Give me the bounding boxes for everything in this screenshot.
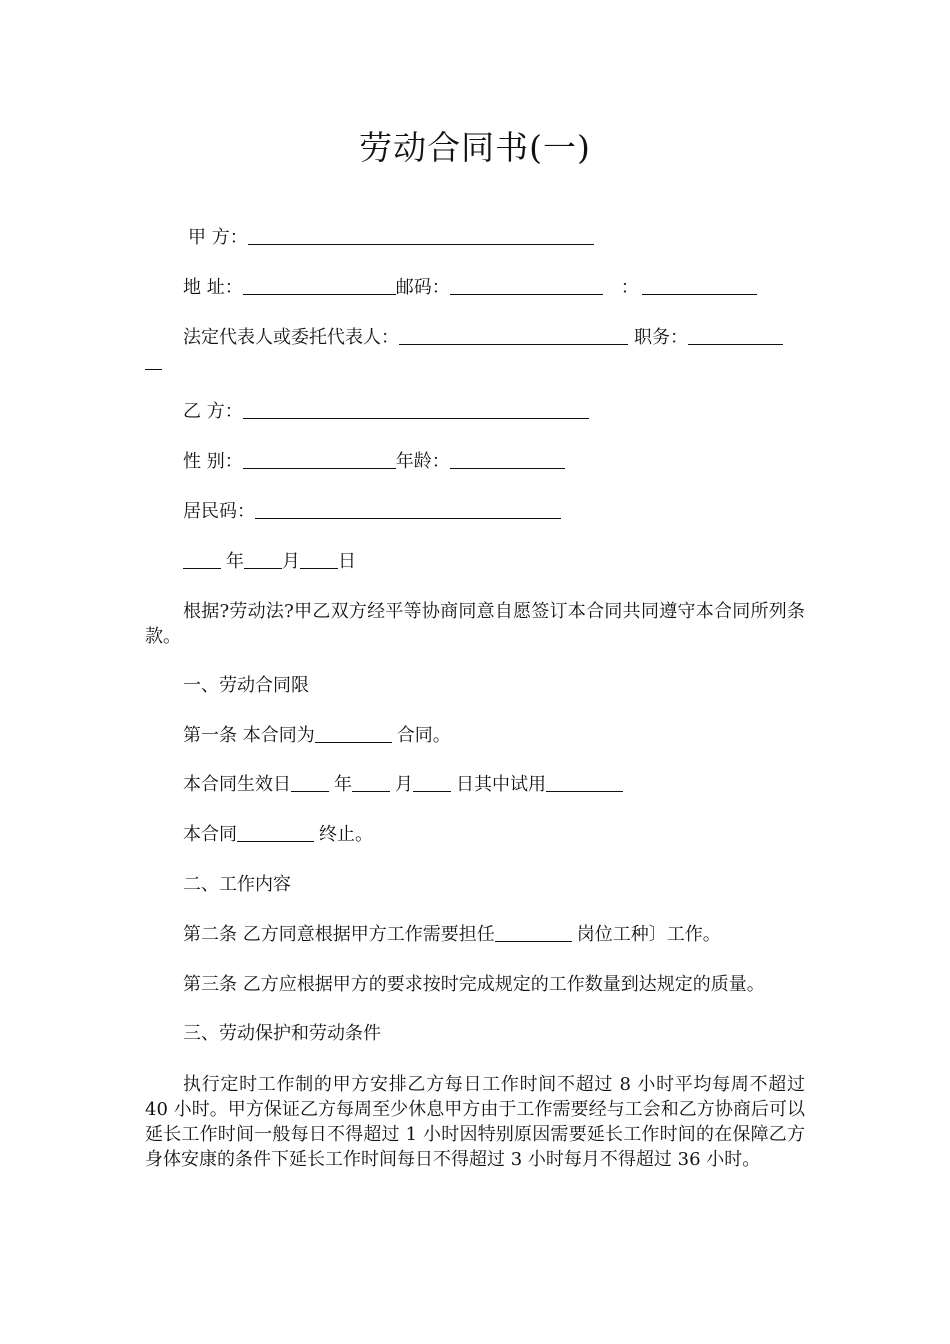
id-blank [255, 500, 561, 519]
phone-label: ： [620, 277, 639, 298]
effective-day-label: 日其中试用 [456, 774, 546, 795]
year-blank [183, 550, 221, 569]
work-hours-paragraph: 执行定时工作制的甲方安排乙方每日工作时间不超过 8 小时平均每周不超过 40 小时。甲方保证乙方每周至少休息甲方由于工作需要经与工会和乙方协商后可以延长工作时间一般每日不得超过 1 小时因特别原因需要延长工作时间的在保障乙方身体安康的条件下延长工作时间每日不得超过 3 小时每月不得超过 36 小时。 [145, 1074, 805, 1170]
party-b-label: 乙 方： [183, 401, 243, 422]
effective-year-label: 年 [334, 774, 352, 795]
legal-rep-label: 法定代表人或委托代表人： [183, 327, 399, 348]
term-label: 本合同 [183, 824, 237, 845]
position-label: 职务： [634, 327, 688, 348]
date-line [183, 550, 356, 574]
address-line [183, 276, 757, 300]
year-label: 年 [226, 551, 244, 572]
article-3-line: 第三条 乙方应根据甲方的要求按时完成规定的工作数量到达规定的质量。 [183, 974, 765, 995]
position-blank [688, 326, 783, 345]
article-2-suffix: 岗位工种〕工作。 [576, 924, 721, 945]
effective-year-blank [291, 773, 329, 792]
effective-date-line [183, 773, 623, 797]
legal-rep-line [183, 326, 783, 350]
effective-month-label: 月 [395, 774, 413, 795]
effective-month-blank [352, 773, 390, 792]
article-2-text: 第二条 乙方同意根据甲方工作需要担任 [183, 924, 495, 945]
term-blank [237, 823, 314, 842]
postcode-blank [450, 276, 603, 295]
day-label: 日 [338, 551, 356, 572]
day-blank [300, 550, 338, 569]
effective-label: 本合同生效日 [183, 774, 291, 795]
term-line [183, 823, 373, 847]
section-1-heading: 一、劳动合同限 [183, 675, 309, 696]
section-3-heading: 三、劳动保护和劳动条件 [183, 1023, 381, 1044]
article-1-text: 第一条 本合同为 [183, 725, 315, 746]
section-2-heading: 二、工作内容 [183, 874, 291, 895]
probation-blank [546, 773, 623, 792]
phone-blank [642, 276, 757, 295]
month-blank [244, 550, 282, 569]
gender-label: 性 别： [183, 451, 243, 472]
id-line [183, 500, 561, 524]
article-1-suffix: 合同。 [396, 725, 451, 746]
party-a-label: 甲 方： [188, 227, 248, 248]
effective-day-blank [413, 773, 451, 792]
article-1-line [183, 724, 451, 748]
legal-rep-blank [399, 326, 628, 345]
position-blank-wrap [145, 351, 162, 375]
term-suffix: 终止。 [319, 824, 373, 845]
preamble-paragraph: 根据?劳动法?甲乙双方经平等协商同意自愿签订本合同共同遵守本合同所列条款。 [145, 601, 805, 647]
id-label: 居民码： [183, 501, 255, 522]
contract-type-blank [315, 724, 392, 743]
party-b-blank [243, 400, 589, 419]
gender-line [183, 450, 565, 474]
article-2-line [183, 923, 721, 947]
job-blank [495, 923, 572, 942]
document-title: 劳动合同书(一) [359, 128, 591, 167]
age-label: 年龄： [395, 451, 450, 472]
address-blank [243, 276, 396, 295]
position-blank-continued [145, 351, 162, 370]
party-a-blank [248, 226, 594, 245]
address-label: 地 址： [183, 277, 243, 298]
age-blank [450, 450, 565, 469]
gender-blank [243, 450, 396, 469]
postcode-label: 邮码： [395, 277, 450, 298]
party-a-line [188, 226, 594, 250]
party-b-line [183, 400, 589, 424]
month-label: 月 [282, 551, 300, 572]
